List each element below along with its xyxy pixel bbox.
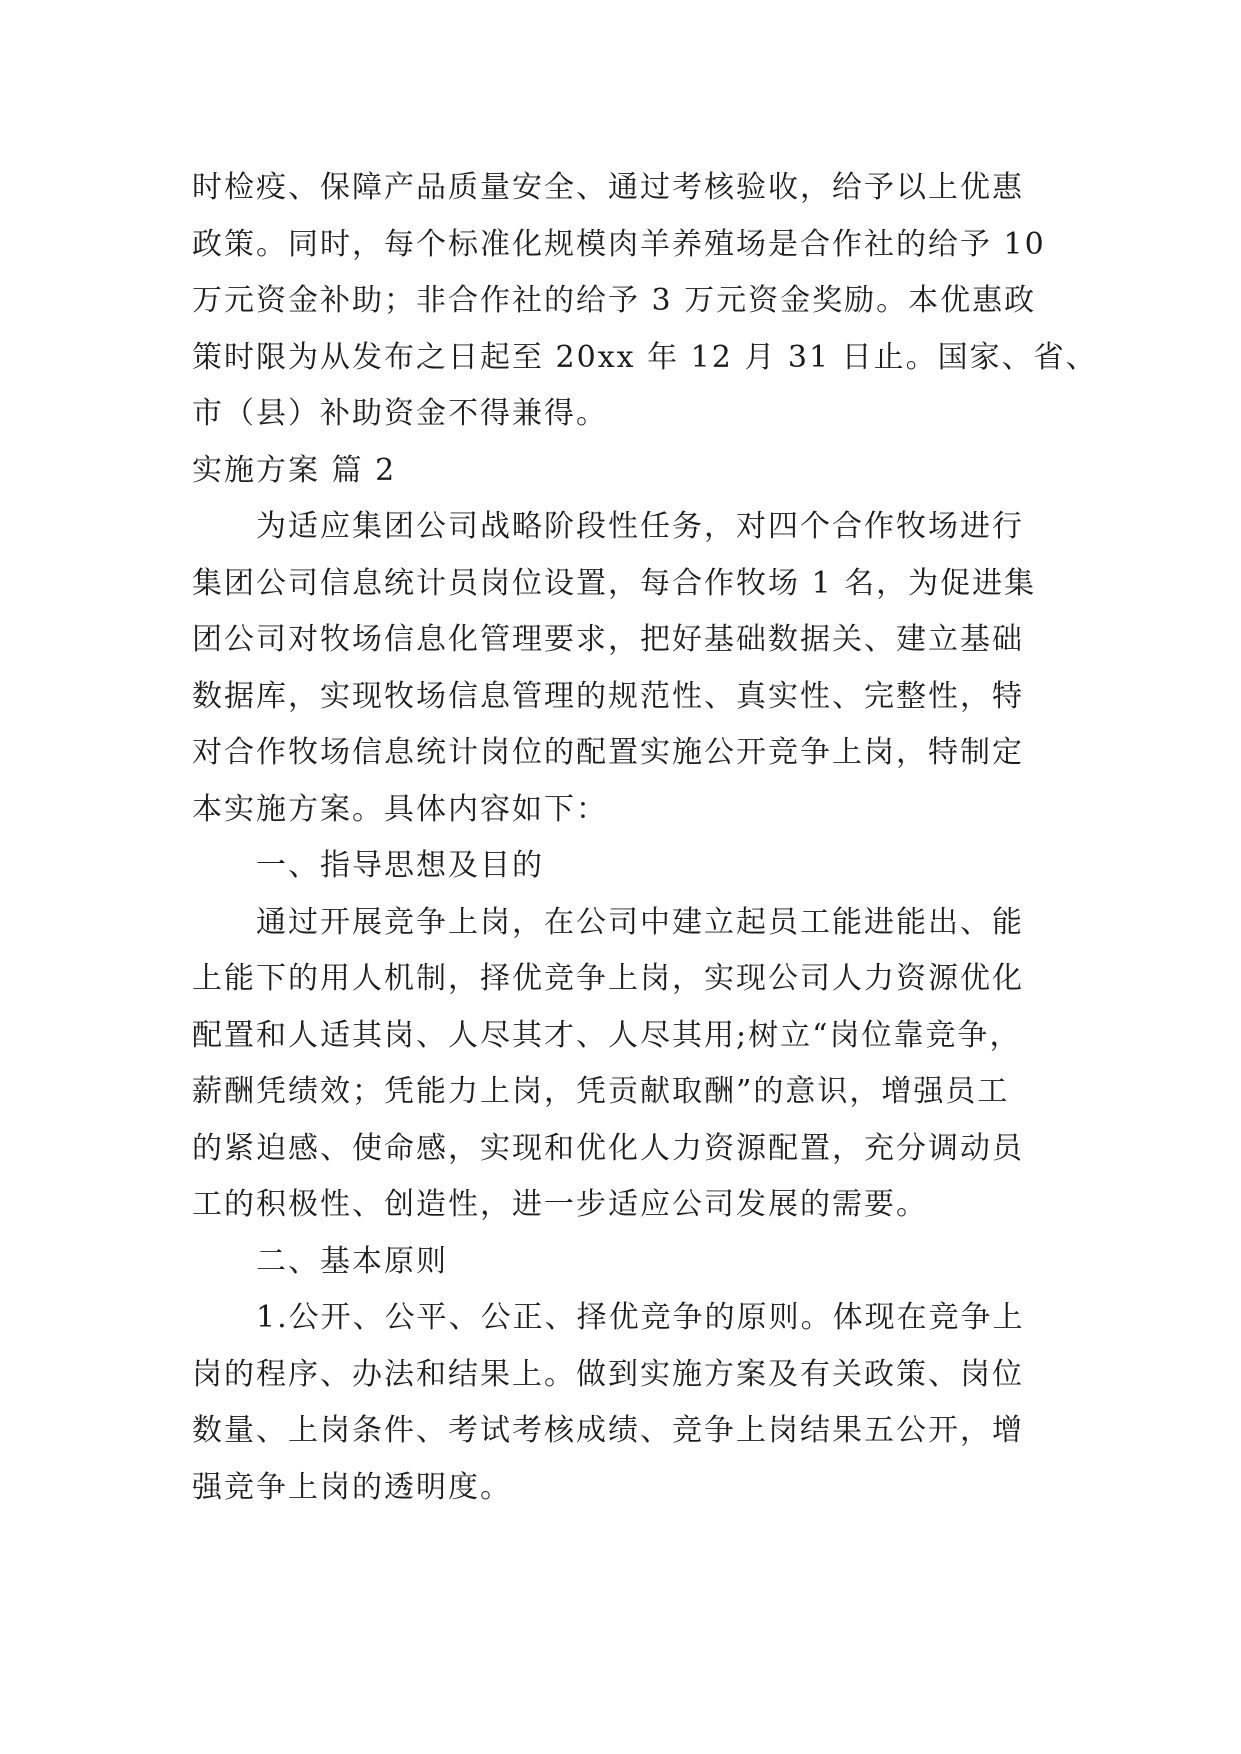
paragraph-line: 通过开展竞争上岗，在公司中建立起员工能进能出、能 <box>256 904 1024 940</box>
paragraph-line: 工的积极性、创造性，进一步适应公司发展的需要。 <box>192 1187 928 1222</box>
paragraph-line: 时检疫、保障产品质量安全、通过考核验收，给予以上优惠 <box>192 170 1024 205</box>
paragraph-line: 本实施方案。具体内容如下： <box>192 791 608 827</box>
subheading: 二、基本原则 <box>256 1243 448 1279</box>
paragraph-line: 岗的程序、办法和结果上。做到实施方案及有关政策、岗位 <box>192 1356 1024 1392</box>
document-page <box>192 160 1098 1516</box>
paragraph-line: 薪酬凭绩效；凭能力上岗，凭贡献取酬”的意识，增强员工 <box>192 1074 1010 1109</box>
paragraph-line: 集团公司信息统计员岗位设置，每合作牧场 1 名，为促进集 <box>192 565 1037 601</box>
paragraph-line: 对合作牧场信息统计岗位的配置实施公开竞争上岗，特制定 <box>192 735 1024 770</box>
paragraph-line: 政策。同时，每个标准化规模肉羊养殖场是合作社的给予 10 <box>192 226 1046 262</box>
paragraph-line: 万元资金补助；非合作社的给予 3 万元资金奖励。本优惠政 <box>192 283 1037 318</box>
section-title: 实施方案 篇 2 <box>192 452 397 488</box>
subheading: 一、指导思想及目的 <box>256 848 544 883</box>
paragraph-line: 数据库，实现牧场信息管理的规范性、真实性、完整性，特 <box>192 678 1024 714</box>
paragraph-line: 的紧迫感、使命感，实现和优化人力资源配置，充分调动员 <box>192 1130 1024 1166</box>
paragraph-line: 上能下的用人机制，择优竞争上岗，实现公司人力资源优化 <box>192 961 1024 996</box>
paragraph-line: 市（县）补助资金不得兼得。 <box>192 396 608 431</box>
paragraph-line: 强竞争上岗的透明度。 <box>192 1469 512 1505</box>
paragraph-line: 配置和人适其岗、人尽其才、人尽其用;树立“岗位靠竞争， <box>192 1017 1022 1053</box>
paragraph-line: 数量、上岗条件、考试考核成绩、竞争上岗结果五公开，增 <box>192 1413 1024 1448</box>
paragraph-line: 为适应集团公司战略阶段性任务，对四个合作牧场进行 <box>256 509 1024 544</box>
paragraph-line: 策时限为从发布之日起至 20xx 年 12 月 31 日止。国家、省、 <box>192 339 1098 375</box>
paragraph-line: 团公司对牧场信息化管理要求，把好基础数据关、建立基础 <box>192 622 1024 657</box>
paragraph-line: 1.公开、公平、公正、择优竞争的原则。体现在竞争上 <box>256 1300 1025 1335</box>
